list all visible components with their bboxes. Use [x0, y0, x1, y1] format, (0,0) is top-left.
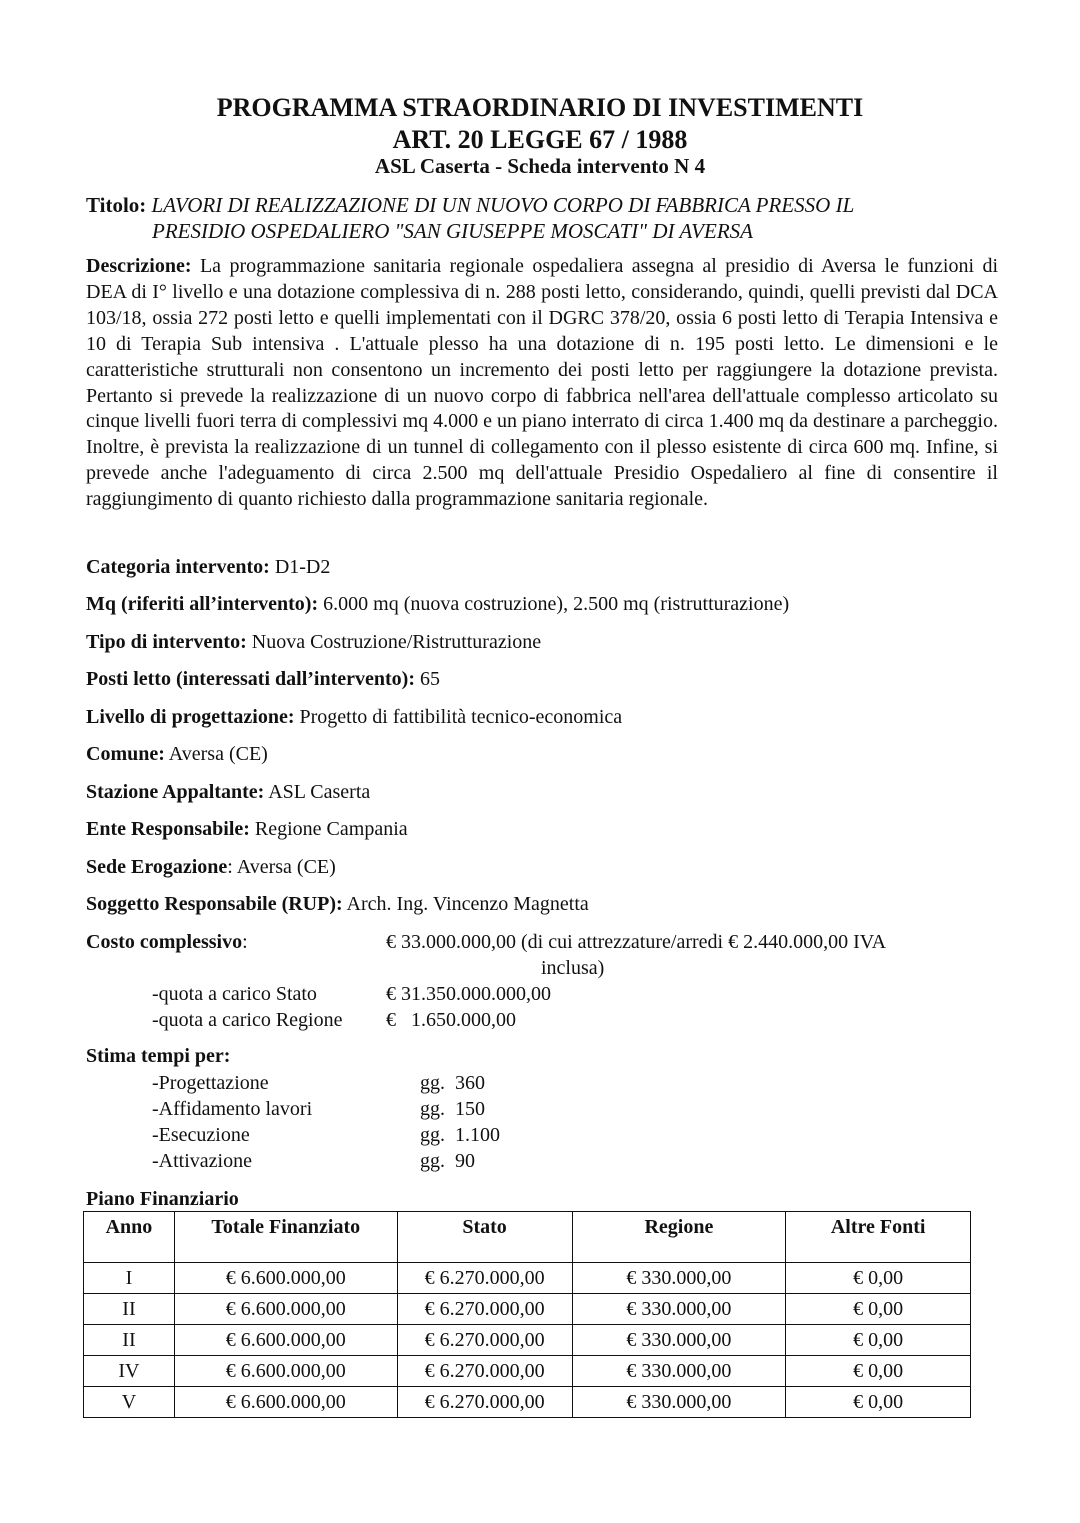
table-cell: € 6.600.000,00	[174, 1294, 397, 1325]
table-cell: € 6.270.000,00	[397, 1294, 572, 1325]
table-cell: € 0,00	[786, 1387, 971, 1418]
col-header: Anno	[84, 1212, 175, 1263]
costo-value-line2: inclusa)	[541, 957, 605, 979]
table-cell: II	[84, 1294, 175, 1325]
stima-item-label: -Attivazione	[152, 1150, 252, 1172]
table-cell: € 330.000,00	[572, 1387, 786, 1418]
field-value: Aversa (CE)	[164, 743, 268, 765]
field-value: Arch. Ing. Vincenzo Magnetta	[342, 893, 589, 915]
stima-label: Stima tempi per:	[86, 1045, 231, 1067]
titolo-line1: LAVORI DI REALIZZAZIONE DI UN NUOVO CORPO DI FABBRICA PRESSO IL	[151, 193, 855, 217]
field-label: Sede Erogazione	[86, 856, 228, 878]
table-cell: I	[84, 1263, 175, 1294]
table-cell: € 330.000,00	[572, 1263, 786, 1294]
table-cell: € 6.270.000,00	[397, 1356, 572, 1387]
table-cell: € 0,00	[786, 1356, 971, 1387]
costo-label: Costo complessivo:	[86, 931, 248, 953]
table-cell: € 330.000,00	[572, 1294, 786, 1325]
quota-regione-label: -quota a carico Regione	[152, 1009, 343, 1031]
field-label: Comune:	[86, 743, 165, 765]
quota-stato-label: -quota a carico Stato	[152, 983, 317, 1005]
stima-item-value: gg. 90	[420, 1150, 475, 1172]
field-rup	[86, 891, 589, 917]
field-comune	[86, 741, 268, 767]
field-sede	[86, 854, 336, 880]
field-label: Livello di progettazione:	[86, 706, 295, 728]
table-cell: € 0,00	[786, 1294, 971, 1325]
table-cell: II	[84, 1325, 175, 1356]
header-law: ART. 20 LEGGE 67 / 1988	[392, 125, 688, 154]
quota-regione-value: € 1.650.000,00	[386, 1009, 516, 1031]
field-label: Categoria intervento:	[86, 556, 270, 578]
stima-item-value: gg. 1.100	[420, 1124, 500, 1146]
field-livello	[86, 704, 622, 730]
table-cell: V	[84, 1387, 175, 1418]
table-cell: € 6.270.000,00	[397, 1263, 572, 1294]
descrizione-block	[86, 254, 998, 513]
field-value: 6.000 mq (nuova costruzione), 2.500 mq (ristrutturazione)	[318, 593, 790, 615]
costo-colon: :	[242, 931, 248, 953]
field-label: Stazione Appaltante:	[86, 781, 265, 803]
table-cell: € 6.600.000,00	[174, 1387, 397, 1418]
titolo-label: Titolo:	[86, 193, 147, 217]
field-tipo	[86, 629, 541, 655]
stima-item-label: -Esecuzione	[152, 1124, 250, 1146]
stima-item-label: -Progettazione	[152, 1072, 269, 1094]
quota-stato-value: € 31.350.000.000,00	[386, 983, 551, 1005]
field-value: D1-D2	[269, 556, 331, 578]
stima-item-value: gg. 360	[420, 1072, 485, 1094]
col-header: Totale Finanziato	[174, 1212, 397, 1263]
descrizione-para2: Inoltre, è prevista la realizzazione di un tunnel di collegamento con il plesso esistente di circa 600 mq. Infine, si prevede anche l'adeguamento di circa 2.500 mq dell'attuale Presidio Ospedaliero al fine di consentire il raggiungimento di quanto richiesto dalla programmazione sanitaria regionale.	[86, 436, 998, 511]
field-label: Ente Responsabile:	[86, 818, 250, 840]
table-cell: € 6.600.000,00	[174, 1325, 397, 1356]
titolo-block	[86, 192, 986, 244]
piano-label: Piano Finanziario	[86, 1188, 239, 1210]
table-cell: € 0,00	[786, 1325, 971, 1356]
table-cell: IV	[84, 1356, 175, 1387]
costo-value-line1: € 33.000.000,00 (di cui attrezzature/arredi € 2.440.000,00 IVA	[386, 931, 887, 953]
table-cell: € 6.600.000,00	[174, 1263, 397, 1294]
table-row	[84, 1263, 971, 1294]
table-cell: € 330.000,00	[572, 1325, 786, 1356]
field-value: Regione Campania	[249, 818, 408, 840]
field-posti-letto	[86, 666, 440, 692]
descrizione-para1	[86, 254, 998, 435]
col-header: Altre Fonti	[786, 1212, 971, 1263]
field-value: Progetto di fattibilità tecnico-economica	[294, 706, 623, 728]
field-label: Soggetto Responsabile (RUP):	[86, 893, 343, 915]
descrizione-label: Descrizione:	[86, 255, 192, 277]
table-header-row	[84, 1212, 971, 1263]
table-cell: € 6.270.000,00	[397, 1387, 572, 1418]
piano-table	[83, 1211, 971, 1418]
table-cell: € 6.270.000,00	[397, 1325, 572, 1356]
field-value: Nuova Costruzione/Ristrutturazione	[246, 631, 542, 653]
field-ente	[86, 816, 408, 842]
field-value: : Aversa (CE)	[227, 856, 336, 878]
field-categoria	[86, 554, 330, 580]
field-value: 65	[415, 668, 440, 690]
header-subtitle: ASL Caserta - Scheda intervento N 4	[374, 154, 706, 178]
table-cell: € 6.600.000,00	[174, 1356, 397, 1387]
titolo-line2: PRESIDIO OSPEDALIERO "SAN GIUSEPPE MOSCATI" DI AVERSA	[152, 219, 753, 243]
costo-value	[386, 929, 976, 981]
table-row	[84, 1294, 971, 1325]
col-header: Regione	[572, 1212, 786, 1263]
table-cell: € 330.000,00	[572, 1356, 786, 1387]
stima-item-value: gg. 150	[420, 1098, 485, 1120]
table-row	[84, 1325, 971, 1356]
field-label: Mq (riferiti all’intervento):	[86, 593, 319, 615]
field-label: Tipo di intervento:	[86, 631, 247, 653]
field-mq	[86, 591, 789, 617]
table-row	[84, 1387, 971, 1418]
field-value: ASL Caserta	[264, 781, 371, 803]
stima-item-label: -Affidamento lavori	[152, 1098, 313, 1120]
table-row	[84, 1356, 971, 1387]
header-title: PROGRAMMA STRAORDINARIO DI INVESTIMENTI	[216, 93, 864, 122]
table-cell: € 0,00	[786, 1263, 971, 1294]
descrizione-text1: La programmazione sanitaria regionale ospedaliera assegna al presidio di Aversa le funzioni di DEA di I° livello e una dotazione complessiva di n. 288 posti letto, considerando, quindi, quelli previsti dal DCA 103/18, ossia 272 posti letto e quelli implementati con il DGRC 378/20, ossia 6 posti letto di Terapia Intensiva e 10 di Terapia Sub intensiva . L'attuale plesso ha una dotazione di n. 195 posti letto. Le dimensioni e le caratteristiche strutturali non consentono un incremento dei posti letto per raggiungere la dotazione prevista. Pertanto si prevede la realizzazione di un nuovo corpo di fabbrica nell'area dell'attuale complesso articolato su cinque livelli fuori terra di complessivi mq 4.000 e un piano interrato di circa 1.400 mq da destinare a parcheggio.	[86, 255, 999, 433]
col-header: Stato	[397, 1212, 572, 1263]
field-stazione	[86, 779, 370, 805]
field-label: Posti letto (interessati dall’intervento):	[86, 668, 415, 690]
